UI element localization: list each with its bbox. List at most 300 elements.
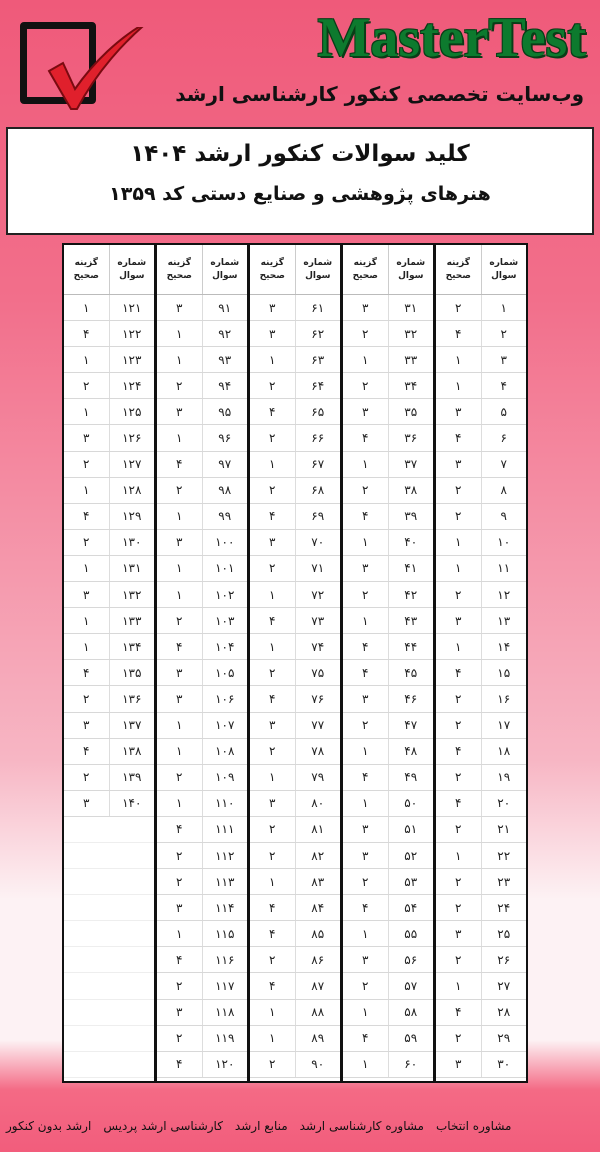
- table-row: [64, 582, 154, 608]
- correct-answer: ۳: [176, 665, 183, 680]
- correct-answer: ۲: [269, 483, 276, 498]
- table-row: [436, 817, 526, 843]
- correct-answer: ۳: [176, 691, 183, 706]
- question-number: ۵: [481, 399, 527, 424]
- table-row: [157, 634, 247, 660]
- question-number: ۵۴: [388, 895, 434, 920]
- correct-answer: ۲: [269, 744, 276, 759]
- question-number: ۵۹: [388, 1026, 434, 1051]
- question-number: ۱۱۳: [202, 869, 248, 894]
- correct-answer: ۱: [269, 352, 276, 367]
- correct-answer: ۱: [176, 926, 183, 941]
- table-row: [436, 686, 526, 712]
- header-correct-answer: گزینه صحیح: [445, 257, 471, 281]
- table-row: [436, 452, 526, 478]
- table-row: [436, 895, 526, 921]
- table-row: [64, 425, 154, 451]
- question-number: ۹۰: [295, 1052, 341, 1077]
- header-correct-answer: گزینه صحیح: [73, 257, 99, 281]
- correct-answer: ۲: [269, 822, 276, 837]
- table-row: [343, 895, 433, 921]
- table-row: [157, 478, 247, 504]
- table-row: [64, 530, 154, 556]
- question-number: ۱۳۱: [109, 556, 155, 581]
- table-row: [250, 791, 340, 817]
- correct-answer: ۴: [455, 744, 462, 759]
- correct-answer: ۲: [455, 718, 462, 733]
- table-row: [436, 425, 526, 451]
- correct-answer: ۱: [362, 926, 369, 941]
- correct-answer: ۱: [455, 535, 462, 550]
- correct-answer: ۴: [269, 509, 276, 524]
- table-row: [250, 869, 340, 895]
- question-number: ۷۸: [295, 739, 341, 764]
- table-row: [157, 608, 247, 634]
- correct-answer: ۴: [455, 326, 462, 341]
- correct-answer: ۲: [269, 431, 276, 446]
- correct-answer: ۱: [176, 431, 183, 446]
- page-subtitle: هنرهای پژوهشی و صنایع دستی کد ۱۳۵۹: [109, 183, 491, 205]
- correct-answer: ۲: [455, 822, 462, 837]
- table-row: [250, 843, 340, 869]
- table-row: [436, 791, 526, 817]
- footer-link[interactable]: مشاوره انتخاب: [436, 1119, 512, 1133]
- question-number: ۹: [481, 504, 527, 529]
- question-number: ۸۸: [295, 1000, 341, 1025]
- table-row: [157, 869, 247, 895]
- question-number: ۸۵: [295, 921, 341, 946]
- correct-answer: ۱: [83, 613, 90, 628]
- correct-answer: ۴: [176, 639, 183, 654]
- correct-answer: ۱: [176, 796, 183, 811]
- correct-answer: ۲: [455, 300, 462, 315]
- table-row: [64, 452, 154, 478]
- correct-answer: ۲: [83, 691, 90, 706]
- question-number: ۵۰: [388, 791, 434, 816]
- correct-answer: ۱: [269, 587, 276, 602]
- footer-link[interactable]: منابع ارشد: [234, 1119, 288, 1133]
- empty-row: [64, 869, 154, 895]
- correct-answer: ۱: [83, 300, 90, 315]
- question-number: ۱۳۶: [109, 686, 155, 711]
- correct-answer: ۲: [455, 1031, 462, 1046]
- correct-answer: ۴: [362, 431, 369, 446]
- question-number: ۵۲: [388, 843, 434, 868]
- question-number: ۸۲: [295, 843, 341, 868]
- question-number: ۴۳: [388, 608, 434, 633]
- table-row: [250, 1000, 340, 1026]
- question-number: ۱۳۵: [109, 660, 155, 685]
- table-row: [64, 608, 154, 634]
- table-row: [250, 321, 340, 347]
- question-number: ۱۰: [481, 530, 527, 555]
- table-row: [343, 1000, 433, 1026]
- question-number: ۱۵: [481, 660, 527, 685]
- footer-link[interactable]: کارشناسی ارشد پردیس: [103, 1119, 223, 1133]
- question-number: ۱۶: [481, 686, 527, 711]
- question-number: ۶۲: [295, 321, 341, 346]
- correct-answer: ۲: [269, 561, 276, 576]
- correct-answer: ۴: [362, 900, 369, 915]
- correct-answer: ۲: [362, 483, 369, 498]
- correct-answer: ۱: [176, 509, 183, 524]
- question-number: ۱۳۸: [109, 739, 155, 764]
- question-number: ۲۴: [481, 895, 527, 920]
- question-number: ۱۲۶: [109, 425, 155, 450]
- table-row: [157, 321, 247, 347]
- correct-answer: ۲: [455, 509, 462, 524]
- answer-column-group: [247, 245, 340, 1081]
- question-number: ۱۴: [481, 634, 527, 659]
- question-number: ۱۳۴: [109, 634, 155, 659]
- question-number: ۸۹: [295, 1026, 341, 1051]
- table-row: [436, 739, 526, 765]
- footer-link[interactable]: ارشد بدون کنکور: [6, 1119, 92, 1133]
- empty-row: [64, 921, 154, 947]
- table-row: [436, 1052, 526, 1078]
- question-number: ۲۰: [481, 791, 527, 816]
- table-row: [157, 556, 247, 582]
- table-header: [436, 245, 526, 295]
- correct-answer: ۳: [269, 718, 276, 733]
- table-row: [157, 530, 247, 556]
- table-row: [436, 634, 526, 660]
- correct-answer: ۲: [83, 457, 90, 472]
- correct-answer: ۴: [176, 952, 183, 967]
- table-row: [250, 713, 340, 739]
- correct-answer: ۱: [362, 1057, 369, 1072]
- correct-answer: ۴: [269, 978, 276, 993]
- question-number: ۹۴: [202, 373, 248, 398]
- table-row: [343, 791, 433, 817]
- header-question-number: شماره سوال: [109, 245, 155, 294]
- correct-answer: ۱: [83, 483, 90, 498]
- question-number: ۶۶: [295, 425, 341, 450]
- correct-answer: ۲: [269, 848, 276, 863]
- question-number: ۷: [481, 452, 527, 477]
- correct-answer: ۱: [269, 639, 276, 654]
- correct-answer: ۳: [362, 691, 369, 706]
- empty-row: [64, 817, 154, 843]
- question-number: ۷۶: [295, 686, 341, 711]
- question-number: ۲۹: [481, 1026, 527, 1051]
- question-number: ۱۴۰: [109, 791, 155, 816]
- table-row: [343, 686, 433, 712]
- correct-answer: ۲: [269, 378, 276, 393]
- correct-answer: ۴: [269, 691, 276, 706]
- table-row: [343, 399, 433, 425]
- correct-answer: ۲: [362, 326, 369, 341]
- table-row: [436, 869, 526, 895]
- table-row: [250, 530, 340, 556]
- correct-answer: ۳: [362, 822, 369, 837]
- table-row: [250, 608, 340, 634]
- correct-answer: ۱: [362, 1005, 369, 1020]
- question-number: ۲۵: [481, 921, 527, 946]
- empty-row: [64, 947, 154, 973]
- table-row: [343, 321, 433, 347]
- correct-answer: ۳: [176, 535, 183, 550]
- correct-answer: ۴: [83, 326, 90, 341]
- correct-answer: ۲: [455, 900, 462, 915]
- correct-answer: ۱: [176, 587, 183, 602]
- table-row: [343, 425, 433, 451]
- table-row: [436, 1026, 526, 1052]
- question-number: ۱۲۳: [109, 347, 155, 372]
- question-number: ۹۹: [202, 504, 248, 529]
- correct-answer: ۴: [83, 665, 90, 680]
- header-question-number: شماره سوال: [481, 245, 527, 294]
- table-row: [343, 921, 433, 947]
- question-number: ۳۹: [388, 504, 434, 529]
- correct-answer: ۳: [362, 561, 369, 576]
- table-row: [250, 373, 340, 399]
- question-number: ۲: [481, 321, 527, 346]
- correct-answer: ۲: [176, 378, 183, 393]
- question-number: ۳۷: [388, 452, 434, 477]
- table-row: [250, 399, 340, 425]
- correct-answer: ۳: [269, 326, 276, 341]
- correct-answer: ۲: [455, 483, 462, 498]
- table-row: [157, 843, 247, 869]
- question-number: ۶۸: [295, 478, 341, 503]
- correct-answer: ۲: [455, 874, 462, 889]
- question-number: ۷۲: [295, 582, 341, 607]
- correct-answer: ۱: [362, 744, 369, 759]
- question-number: ۲۲: [481, 843, 527, 868]
- table-header: [157, 245, 247, 295]
- table-row: [157, 660, 247, 686]
- table-row: [436, 660, 526, 686]
- question-number: ۱۰۰: [202, 530, 248, 555]
- table-row: [157, 765, 247, 791]
- correct-answer: ۱: [83, 404, 90, 419]
- question-number: ۸۰: [295, 791, 341, 816]
- table-row: [436, 478, 526, 504]
- question-number: ۸: [481, 478, 527, 503]
- correct-answer: ۱: [176, 744, 183, 759]
- question-number: ۵۳: [388, 869, 434, 894]
- table-row: [64, 295, 154, 321]
- table-row: [436, 321, 526, 347]
- logo: [20, 22, 96, 104]
- question-number: ۱۱۴: [202, 895, 248, 920]
- table-row: [64, 739, 154, 765]
- question-number: ۱۰۷: [202, 713, 248, 738]
- table-header: [343, 245, 433, 295]
- header-correct-answer: گزینه صحیح: [352, 257, 378, 281]
- question-number: ۹۸: [202, 478, 248, 503]
- question-number: ۸۶: [295, 947, 341, 972]
- table-row: [250, 765, 340, 791]
- question-number: ۱۳۰: [109, 530, 155, 555]
- brand-name: MasterTest: [317, 7, 586, 69]
- question-number: ۱۳: [481, 608, 527, 633]
- table-row: [64, 556, 154, 582]
- table-row: [343, 347, 433, 373]
- correct-answer: ۲: [269, 1057, 276, 1072]
- question-number: ۱۱: [481, 556, 527, 581]
- question-number: ۱۲۰: [202, 1052, 248, 1077]
- correct-answer: ۳: [362, 848, 369, 863]
- correct-answer: ۱: [362, 352, 369, 367]
- question-number: ۱۲۹: [109, 504, 155, 529]
- question-number: ۷۷: [295, 713, 341, 738]
- correct-answer: ۱: [269, 457, 276, 472]
- table-row: [157, 921, 247, 947]
- table-row: [436, 1000, 526, 1026]
- question-number: ۴۷: [388, 713, 434, 738]
- correct-answer: ۴: [176, 1057, 183, 1072]
- table-row: [64, 504, 154, 530]
- correct-answer: ۳: [269, 796, 276, 811]
- table-row: [64, 321, 154, 347]
- question-number: ۷۱: [295, 556, 341, 581]
- table-row: [157, 1026, 247, 1052]
- question-number: ۱۲۲: [109, 321, 155, 346]
- correct-answer: ۱: [269, 874, 276, 889]
- table-row: [343, 373, 433, 399]
- question-number: ۴۱: [388, 556, 434, 581]
- table-row: [436, 556, 526, 582]
- correct-answer: ۳: [176, 900, 183, 915]
- table-row: [157, 686, 247, 712]
- question-number: ۱۱۱: [202, 817, 248, 842]
- correct-answer: ۴: [455, 1005, 462, 1020]
- correct-answer: ۳: [269, 535, 276, 550]
- correct-answer: ۴: [269, 926, 276, 941]
- correct-answer: ۱: [455, 352, 462, 367]
- table-row: [436, 973, 526, 999]
- question-number: ۱۰۲: [202, 582, 248, 607]
- question-number: ۳: [481, 347, 527, 372]
- question-number: ۲۷: [481, 973, 527, 998]
- correct-answer: ۴: [362, 639, 369, 654]
- table-row: [157, 399, 247, 425]
- correct-answer: ۳: [83, 431, 90, 446]
- table-row: [250, 347, 340, 373]
- table-row: [250, 556, 340, 582]
- table-row: [343, 713, 433, 739]
- table-row: [436, 921, 526, 947]
- correct-answer: ۱: [176, 352, 183, 367]
- table-row: [436, 947, 526, 973]
- table-row: [250, 817, 340, 843]
- question-number: ۶۷: [295, 452, 341, 477]
- correct-answer: ۳: [455, 404, 462, 419]
- table-row: [250, 973, 340, 999]
- correct-answer: ۱: [362, 613, 369, 628]
- empty-row: [64, 973, 154, 999]
- question-number: ۹۳: [202, 347, 248, 372]
- correct-answer: ۳: [362, 300, 369, 315]
- correct-answer: ۳: [455, 613, 462, 628]
- table-row: [250, 739, 340, 765]
- question-number: ۶۰: [388, 1052, 434, 1077]
- correct-answer: ۲: [455, 587, 462, 602]
- correct-answer: ۳: [83, 796, 90, 811]
- table-row: [157, 1052, 247, 1078]
- question-number: ۱۰۳: [202, 608, 248, 633]
- question-number: ۵۶: [388, 947, 434, 972]
- table-row: [343, 478, 433, 504]
- correct-answer: ۴: [83, 509, 90, 524]
- table-row: [250, 1026, 340, 1052]
- table-row: [343, 660, 433, 686]
- correct-answer: ۱: [362, 535, 369, 550]
- table-header: [64, 245, 154, 295]
- table-row: [436, 347, 526, 373]
- table-row: [250, 478, 340, 504]
- question-number: ۵۸: [388, 1000, 434, 1025]
- correct-answer: ۴: [362, 770, 369, 785]
- table-row: [250, 634, 340, 660]
- footer-link[interactable]: مشاوره کارشناسی ارشد: [299, 1119, 424, 1133]
- correct-answer: ۱: [362, 796, 369, 811]
- table-row: [250, 452, 340, 478]
- question-number: ۸۱: [295, 817, 341, 842]
- question-number: ۱۲۵: [109, 399, 155, 424]
- question-number: ۱۱۶: [202, 947, 248, 972]
- table-row: [343, 582, 433, 608]
- correct-answer: ۳: [83, 718, 90, 733]
- correct-answer: ۲: [455, 691, 462, 706]
- question-number: ۱۳۹: [109, 765, 155, 790]
- table-row: [64, 347, 154, 373]
- table-row: [250, 686, 340, 712]
- empty-row: [64, 1026, 154, 1052]
- question-number: ۱۰۹: [202, 765, 248, 790]
- correct-answer: ۴: [176, 457, 183, 472]
- question-number: ۲۱: [481, 817, 527, 842]
- question-number: ۱۲۷: [109, 452, 155, 477]
- correct-answer: ۴: [362, 665, 369, 680]
- question-number: ۳۴: [388, 373, 434, 398]
- table-row: [157, 373, 247, 399]
- correct-answer: ۱: [83, 352, 90, 367]
- empty-row: [64, 1000, 154, 1026]
- question-number: ۱۷: [481, 713, 527, 738]
- table-row: [157, 582, 247, 608]
- question-number: ۶۱: [295, 295, 341, 320]
- question-number: ۷۵: [295, 660, 341, 685]
- correct-answer: ۱: [455, 561, 462, 576]
- table-row: [64, 791, 154, 817]
- correct-answer: ۳: [362, 404, 369, 419]
- table-row: [343, 843, 433, 869]
- table-row: [157, 504, 247, 530]
- answer-column-group: [340, 245, 433, 1081]
- correct-answer: ۲: [362, 718, 369, 733]
- question-number: ۱۲۱: [109, 295, 155, 320]
- table-row: [436, 765, 526, 791]
- table-row: [250, 921, 340, 947]
- table-row: [64, 399, 154, 425]
- table-row: [250, 895, 340, 921]
- correct-answer: ۴: [176, 822, 183, 837]
- correct-answer: ۲: [362, 587, 369, 602]
- table-row: [343, 947, 433, 973]
- table-row: [157, 425, 247, 451]
- table-row: [343, 1026, 433, 1052]
- correct-answer: ۲: [176, 770, 183, 785]
- tagline: وب‌سایت تخصصی کنکور کارشناسی ارشد: [175, 82, 584, 106]
- correct-answer: ۲: [176, 613, 183, 628]
- question-number: ۴۸: [388, 739, 434, 764]
- table-row: [250, 504, 340, 530]
- answer-column-group: [433, 245, 526, 1081]
- question-number: ۱۱۷: [202, 973, 248, 998]
